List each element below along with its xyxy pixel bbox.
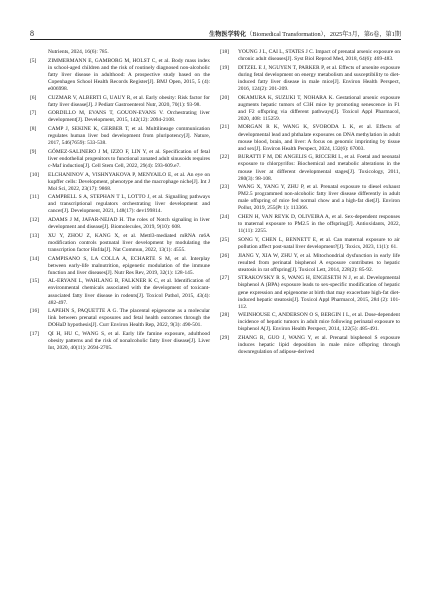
reference-number: [23]: [220, 184, 230, 191]
reference-entry: [220, 253, 400, 274]
reference-entry: [220, 275, 400, 310]
reference-entry: [220, 65, 400, 93]
reference-number: [5]: [30, 57, 37, 64]
reference-text: Nutrients, 2024, 16(6): 785.: [48, 49, 109, 55]
header-divider: [30, 39, 401, 40]
reference-text: AL-ERYANI L, WAHLANG B, FALKNER K C, et al. Identification of environmental chemicals associated with the development of toxicant-associated fatty liver disease in rodents[J]. Toxicol Pathol, 2015, 43(4): 482-497.: [48, 278, 210, 306]
reference-entry: [220, 237, 400, 251]
reference-number: [14]: [30, 255, 40, 262]
reference-entry: [30, 58, 210, 93]
page-number: 8: [30, 29, 34, 38]
reference-text: STRAKOVSKY R S, WANG H, ENGESETH N J, et al. Developmental bisphenol A (BPA) exposure leads to sex-specific modification of hepatic gene expression and epigenome at birth that may exacerbate high-fat diet-induced hepatic steatosis[J]. Toxicol Appl Pharmacol, 2015, 284 (2): 101-112.: [238, 275, 400, 310]
reference-entry: [220, 184, 400, 212]
reference-entry: [30, 331, 210, 352]
reference-text: GÓMEZ-SALINERO J M, IZZO F, LIN Y, et al. Specification of fetal liver endothelial progenitors to functional zonated adult sinusoids requires c-Maf induction[J]. Cell Stem Cell, 2022, 29(4): 593-609.e7.: [48, 148, 210, 169]
reference-text: ELCHANINOV A, VISHNYAKOVA P, MENYAILO E, et al. An eye on kupffer cells: Development, phenotype and the macrophage niche[J]. Int J Mol Sci, 2022, 23(17): 9868.: [48, 171, 210, 192]
reference-number: [13]: [30, 232, 40, 239]
reference-text: CHEN H, VAN REYK D, OLIVEIRA A, et al. Sex-dependent responses to maternal exposure to PM2.5 in the offspring[J]. Antioxidants, 2022, 11(11): 2255.: [238, 214, 400, 235]
reference-text: CAMPISANO S, LA COLLA A, ECHARTE S M, et al. Interplay between early-life malnutrition, epigenetic modulation of the immune function and liver diseases[J]. Nutr Res Rev, 2019, 32(1): 128-145.: [48, 255, 210, 276]
reference-entry: [220, 312, 400, 333]
reference-number: [17]: [30, 330, 40, 337]
reference-entry: [30, 278, 210, 306]
running-header: [209, 29, 401, 38]
reference-entry: [30, 126, 210, 147]
reference-text: SONG Y, CHEN L, BENNETT E, et al. Can maternal exposure to air pollution affect post-natal liver development?[J]. Toxics, 2023, 11(1): 61.: [238, 236, 400, 250]
reference-number: [18]: [220, 49, 230, 55]
reference-entry: [30, 110, 210, 124]
reference-number: [22]: [220, 154, 230, 161]
reference-text: JIANG Y, XIA W, ZHU Y, et al. Mitochondrial dysfunction in early life resulted from perinatal bisphenol A exposure contributes to hepatic steatosis in rat offspring[J]. Toxicol Lett, 2014, 228(2): 85-92.: [238, 252, 400, 273]
reference-entry: [220, 214, 400, 235]
reference-entry: [30, 194, 210, 215]
reference-entry: [220, 335, 400, 356]
reference-entry: [30, 95, 210, 109]
reference-text: CAMPBELL S A, STEPHAN T L, LOTTO J, et al. Signalling pathways and transcriptional regulators orchestrating liver development and cancer[J]. Development, 2021, 148(17): dev199814.: [48, 194, 210, 215]
reference-entry: [220, 154, 400, 182]
reference-number: [15]: [30, 278, 40, 285]
reference-number: [21]: [220, 124, 230, 131]
reference-entry: [30, 233, 210, 254]
reference-entry: [220, 124, 400, 152]
journal-issue-info: （Biomedical Transformation），2025年3月，第6卷，第1期: [246, 31, 401, 38]
reference-entry: [220, 49, 400, 63]
reference-number: [8]: [30, 125, 37, 132]
reference-number: [24]: [220, 214, 230, 221]
reference-entry: [220, 95, 400, 123]
reference-number: [28]: [220, 312, 230, 319]
reference-text: WANG X, YANG Y, ZHU P, et al. Prenatal exposure to diesel exhaust PM2.5 programmed non-alcoholic fatty liver disease differently in adult male offspring of mice fed normal chow and a high-fat diet[J]. Environ Pollut, 2019, 255(Pt 1): 113366.: [238, 184, 400, 212]
reference-column-right: [220, 49, 400, 358]
reference-text: XU Y, ZHOU Z, KANG X, et al. Mettl3-mediated mRNA m6A modification controls postnatal liver development by modulating the transcription factor Hnf4a[J]. Nat Commun, 2022, 13(1): 4555.: [48, 232, 210, 253]
reference-number: [11]: [30, 194, 39, 201]
reference-text: CAMP J, SEKINE K, GERBER T, et al. Multilineage communication regulates human liver bud development from pluripotency[J]. Nature, 2017, 546(7659): 533-538.: [48, 125, 210, 147]
reference-text: OKAMURA K, SUZUKI T, NOHARA K. Gestational arsenic exposure augments hepatic tumors of C3H mice by promoting senescence in F1 and F2 offspring via different pathways[J]. Toxicol Appl Pharmacol, 2020, 408: 115259.: [238, 94, 400, 122]
reference-number: [25]: [220, 236, 230, 243]
reference-number: [27]: [220, 275, 230, 282]
reference-entry: [30, 49, 210, 56]
reference-number: [19]: [220, 64, 230, 71]
reference-column-left: [30, 49, 210, 354]
reference-number: [12]: [30, 217, 40, 224]
reference-text: DITZEL E J, NGUYEN T, PARKER P, et al. Effects of arsenite exposure during fetal development on energy metabolism and susceptibility to diet-induced fatty liver disease in male mice[J]. Environ Health Perspect, 2016, 124(2): 201-209.: [238, 64, 400, 92]
reference-number: [16]: [30, 308, 40, 315]
reference-number: [29]: [220, 335, 230, 342]
reference-text: ADAMS J M, JAFAR-NEJAD H. The roles of Notch signaling in liver development and disease[J]. Biomolecules, 2019, 9(10): 608.: [48, 217, 210, 231]
reference-text: ZIMMERMANN E, GAMBORG M, HOLST C, et al. Body mass index in school-aged children and the risk of routinely diagnosed non-alcoholic fatty liver disease in adulthood: A prospective study based on the Copenhagen School Health Records Register[J]. BMJ Open, 2015, 5 (4): e006998.: [48, 57, 210, 92]
reference-text: LAPEHN S, PAQUETTE A G. The placental epigenome as a molecular link between prenatal exposures and fetal health outcomes through the DOHaD hypothesis[J]. Curr Environ Health Rep, 2022, 9(3): 490-501.: [48, 308, 210, 329]
reference-text: MORGAN R K, WANG K, SVOBODA L K, et al. Effects of developmental lead and phthalate exposures on DNA methylation in adult mouse blood, brain, and liver: A focus on genomic imprinting by tissue and sex[J]. Environ Health Perspect, 2024, 132(6): 67003.: [238, 124, 400, 152]
reference-entry: [30, 256, 210, 277]
reference-number: [7]: [30, 110, 37, 117]
reference-number: [10]: [30, 171, 40, 178]
reference-entry: [30, 308, 210, 329]
reference-entry: [30, 149, 210, 170]
reference-entry: [30, 217, 210, 231]
reference-text: ZHANG R, GUO J, WANG Y, et al. Prenatal bisphenol S exposure induces hepatic lipid deposition in male mice offspring through downregulation of adipose-derived: [238, 335, 400, 356]
reference-text: GORDILLO M, EVANS T, GOUON-EVANS V. Orchestrating liver development[J]. Development, 2015, 142(12): 2094-2108.: [48, 110, 210, 124]
reference-text: YOUNG J L, CAI L, STATES J C. Impact of prenatal arsenic exposure on chronic adult diseases[J]. Syst Biol Reprod Med, 2018, 64(6): 469-483.: [238, 49, 400, 63]
reference-text: CUZMAR V, ALBERTI G, UAUY R, et al. Early obesity: Risk factor for fatty liver disease[J]. J Pediatr Gastroenterol Nutr, 2020, 70(1): 93-98.: [48, 94, 210, 108]
reference-number: [20]: [220, 94, 230, 101]
reference-number: [26]: [220, 252, 230, 259]
reference-text: QI H, HU C, WANG S, et al. Early life famine exposure, adulthood obesity patterns and the risk of nonalcoholic fatty liver disease[J]. Liver Int, 2020, 40(11): 2694-2705.: [48, 330, 210, 352]
reference-number: [9]: [30, 148, 37, 155]
reference-text: WEINHOUSE C, ANDERSON O S, BERGIN I L, et al. Dose-dependent incidence of hepatic tumors in adult mice following perinatal exposure to bisphenol A[J]. Environ Health Perspect, 2014, 122(5): 485-491.: [238, 312, 400, 333]
reference-text: BURATTI F M, DE ANGELIS G, RICCERI L, et al. Foetal and neonatal exposure to chlorpyrifos: Biochemical and metabolic alterations in the mouse liver at different developmental stages[J]. Toxicology, 2011, 280(3): 98-108.: [238, 154, 400, 182]
journal-name-cn: 生物医学转化: [209, 31, 247, 38]
reference-number: [6]: [30, 94, 37, 101]
reference-entry: [30, 172, 210, 193]
